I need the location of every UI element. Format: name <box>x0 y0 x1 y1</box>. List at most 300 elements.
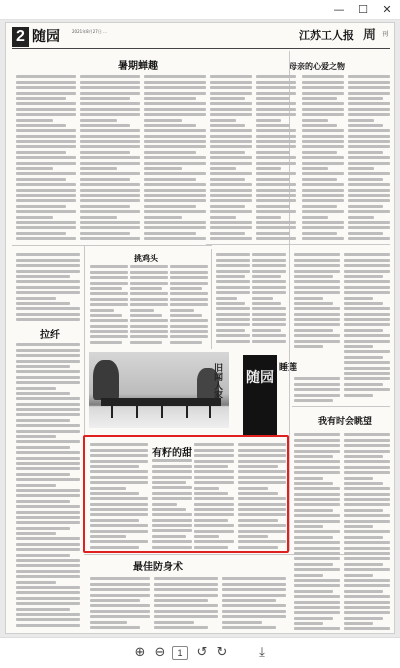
text-line <box>294 307 340 310</box>
text-line <box>344 253 390 256</box>
text-line <box>256 151 290 154</box>
text-line <box>130 341 162 344</box>
text-line <box>302 97 337 100</box>
text-line <box>294 394 340 397</box>
maximize-button[interactable]: ☐ <box>358 3 368 16</box>
column-label: 旧闻人家 <box>212 363 222 399</box>
text-line <box>344 574 373 577</box>
text-line <box>348 205 383 208</box>
text-line <box>344 525 373 528</box>
text-line <box>80 237 140 240</box>
text-line <box>256 199 296 202</box>
text-line <box>302 162 344 165</box>
headline-a1: 暑期蝉趣 <box>118 61 158 72</box>
text-line <box>256 172 296 175</box>
text-line <box>16 291 80 294</box>
text-line <box>344 547 390 550</box>
text-line <box>90 626 140 629</box>
text-line <box>256 119 281 122</box>
text-line <box>210 162 252 165</box>
text-line <box>16 457 80 460</box>
text-line <box>348 145 390 148</box>
article-body <box>294 251 340 351</box>
text-line <box>348 232 383 235</box>
text-line <box>294 323 340 326</box>
text-line <box>256 237 296 240</box>
text-line <box>90 330 128 333</box>
text-line <box>344 345 373 348</box>
text-line <box>256 124 290 127</box>
text-line <box>344 595 390 598</box>
text-line <box>130 314 162 317</box>
text-line <box>302 172 344 175</box>
text-line <box>344 388 390 391</box>
headline-a7: 我有时会眺望 <box>318 417 373 427</box>
text-line <box>344 466 390 469</box>
text-line <box>302 178 337 181</box>
text-line <box>210 199 252 202</box>
text-line <box>216 340 250 343</box>
text-line <box>170 287 202 290</box>
text-line <box>154 604 218 607</box>
text-line <box>16 178 66 181</box>
text-line <box>216 291 250 294</box>
text-line <box>16 156 76 159</box>
headline-a5: 有籽的甜 <box>152 448 192 459</box>
text-line <box>344 477 373 480</box>
text-line <box>294 493 340 496</box>
text-line <box>144 167 182 170</box>
article-body <box>16 341 80 631</box>
text-line <box>294 590 333 593</box>
text-line <box>348 189 390 192</box>
text-line <box>90 298 128 301</box>
text-line <box>302 108 344 111</box>
text-line <box>210 172 252 175</box>
text-line <box>144 145 206 148</box>
text-line <box>210 178 245 181</box>
text-line <box>16 521 80 524</box>
text-line <box>256 102 296 105</box>
text-line <box>344 503 390 506</box>
text-line <box>80 205 130 208</box>
zoom-out-icon[interactable]: ⊖ <box>154 645 166 660</box>
text-line <box>144 135 206 138</box>
article-body <box>170 263 208 347</box>
text-line <box>348 119 374 122</box>
headline-a6: 睡莲 <box>279 363 298 373</box>
text-line <box>16 226 76 229</box>
text-line <box>90 615 150 618</box>
text-line <box>130 276 168 279</box>
text-line <box>90 335 128 338</box>
text-line <box>294 455 333 458</box>
text-line <box>16 608 70 611</box>
text-line <box>344 439 390 442</box>
masthead <box>12 27 390 49</box>
article-body <box>256 73 296 243</box>
page-number-field[interactable]: 1 <box>172 646 188 660</box>
text-line <box>344 509 383 512</box>
text-line <box>16 554 70 557</box>
text-line <box>252 264 286 267</box>
text-line <box>80 86 140 89</box>
text-line <box>16 216 53 219</box>
text-line <box>16 613 80 616</box>
text-line <box>294 460 340 463</box>
text-line <box>344 611 390 614</box>
text-line <box>130 271 168 274</box>
text-line <box>16 537 80 540</box>
text-line <box>16 564 80 567</box>
text-line <box>294 574 323 577</box>
text-line <box>90 309 114 312</box>
text-line <box>80 189 140 192</box>
text-line <box>294 259 340 262</box>
text-line <box>16 387 56 390</box>
text-line <box>16 500 70 503</box>
text-line <box>344 394 373 397</box>
text-line <box>16 259 80 262</box>
text-line <box>16 313 80 316</box>
text-line <box>16 237 76 240</box>
text-line <box>344 307 390 310</box>
text-line <box>144 102 206 105</box>
text-line <box>16 124 66 127</box>
text-line <box>256 167 281 170</box>
divider <box>211 249 212 349</box>
text-line <box>144 183 206 186</box>
rotate-right-icon[interactable]: ↻ <box>216 645 228 660</box>
text-line <box>344 460 390 463</box>
text-line <box>144 151 196 154</box>
text-line <box>210 194 252 197</box>
text-line <box>16 473 70 476</box>
text-line <box>348 102 390 105</box>
text-line <box>344 498 390 501</box>
text-line <box>16 108 76 111</box>
text-line <box>344 606 390 609</box>
text-line <box>256 210 296 213</box>
column-title-box <box>243 355 277 437</box>
section-title: 随园 <box>32 29 60 45</box>
zoom-in-icon[interactable]: ⊕ <box>134 645 146 660</box>
bridge-silhouette <box>101 398 221 406</box>
text-line <box>294 444 340 447</box>
text-line <box>16 376 80 379</box>
text-line <box>222 577 286 580</box>
text-line <box>80 178 130 181</box>
text-line <box>256 183 296 186</box>
headline-a3: 挑鸡头 <box>134 253 158 263</box>
text-line <box>170 335 208 338</box>
text-line <box>170 276 208 279</box>
text-line <box>294 297 323 300</box>
text-line <box>210 210 252 213</box>
text-line <box>144 140 206 143</box>
text-line <box>222 588 286 591</box>
text-line <box>302 75 344 78</box>
text-line <box>222 610 286 613</box>
text-line <box>216 280 250 283</box>
text-line <box>348 129 390 132</box>
text-line <box>252 297 273 300</box>
text-line <box>302 145 344 148</box>
rotate-left-icon[interactable]: ↺ <box>196 645 208 660</box>
text-line <box>344 627 390 630</box>
text-line <box>252 329 281 332</box>
text-line <box>302 119 328 122</box>
text-line <box>302 151 337 154</box>
text-line <box>216 253 250 256</box>
text-line <box>144 178 196 181</box>
text-line <box>16 365 70 368</box>
text-line <box>90 276 128 279</box>
text-line <box>294 340 340 343</box>
text-line <box>16 516 80 519</box>
text-line <box>90 594 150 597</box>
text-line <box>348 97 383 100</box>
text-line <box>302 113 344 116</box>
text-line <box>210 189 252 192</box>
text-line <box>294 329 333 332</box>
text-line <box>344 482 383 485</box>
text-line <box>210 119 236 122</box>
text-line <box>154 626 208 629</box>
text-line <box>294 291 340 294</box>
text-line <box>16 494 80 497</box>
text-line <box>348 172 390 175</box>
text-line <box>16 151 66 154</box>
text-line <box>16 484 56 487</box>
text-line <box>144 210 206 213</box>
text-line <box>256 129 296 132</box>
text-line <box>344 444 390 447</box>
text-line <box>344 286 390 289</box>
article-body <box>294 375 340 403</box>
text-line <box>294 541 340 544</box>
text-line <box>210 226 252 229</box>
text-line <box>256 108 296 111</box>
text-line <box>344 579 390 582</box>
text-line <box>302 232 337 235</box>
text-line <box>144 86 206 89</box>
text-line <box>294 568 340 571</box>
text-line <box>344 541 390 544</box>
text-line <box>130 335 168 338</box>
text-line <box>344 302 383 305</box>
text-line <box>16 92 76 95</box>
text-line <box>348 237 390 240</box>
text-line <box>348 226 390 229</box>
text-line <box>130 298 168 301</box>
text-line <box>16 167 53 170</box>
text-line <box>348 124 383 127</box>
text-line <box>348 216 374 219</box>
minimize-button[interactable]: — <box>333 3 345 16</box>
text-line <box>16 419 70 422</box>
text-line <box>252 286 286 289</box>
text-line <box>294 557 340 560</box>
text-line <box>80 129 140 132</box>
text-line <box>170 292 208 295</box>
text-line <box>216 302 245 305</box>
text-line <box>256 216 281 219</box>
text-line <box>130 265 168 268</box>
text-line <box>302 135 344 138</box>
article-body <box>252 251 286 347</box>
text-line <box>222 626 276 629</box>
text-line <box>302 199 344 202</box>
text-line <box>16 349 80 352</box>
text-line <box>90 303 128 306</box>
text-line <box>348 221 390 224</box>
text-line <box>154 615 218 618</box>
text-line <box>210 167 236 170</box>
text-line <box>90 271 128 274</box>
text-line <box>144 199 206 202</box>
text-line <box>294 595 340 598</box>
text-line <box>294 601 340 604</box>
text-line <box>144 113 206 116</box>
article-body <box>216 251 250 347</box>
text-line <box>154 599 208 602</box>
article-body <box>130 263 168 347</box>
text-line <box>130 292 168 295</box>
text-line <box>294 280 340 283</box>
article-body <box>222 575 286 631</box>
text-line <box>16 435 56 438</box>
text-line <box>16 413 80 416</box>
text-line <box>154 610 218 613</box>
text-line <box>294 498 340 501</box>
text-line <box>16 264 80 267</box>
text-line <box>344 530 390 533</box>
text-line <box>80 183 140 186</box>
text-line <box>216 270 250 273</box>
window-titlebar <box>0 0 400 20</box>
text-line <box>344 372 390 375</box>
text-line <box>16 270 80 273</box>
text-line <box>90 621 127 624</box>
text-line <box>216 275 245 278</box>
text-line <box>344 557 390 560</box>
text-line <box>302 167 328 170</box>
text-line <box>16 221 76 224</box>
text-line <box>210 129 252 132</box>
text-line <box>16 451 80 454</box>
text-line <box>294 530 340 533</box>
text-line <box>216 307 250 310</box>
text-line <box>90 588 150 591</box>
article-body <box>90 263 128 347</box>
text-line <box>302 237 344 240</box>
text-line <box>16 145 76 148</box>
text-line <box>252 318 286 321</box>
text-line <box>348 167 374 170</box>
text-line <box>344 323 390 326</box>
text-line <box>348 210 390 213</box>
text-line <box>348 156 390 159</box>
text-line <box>302 156 344 159</box>
weekly-mark: 周 <box>362 28 376 43</box>
text-line <box>294 318 340 321</box>
text-line <box>344 367 390 370</box>
text-line <box>210 124 245 127</box>
text-line <box>302 92 344 95</box>
text-line <box>302 216 328 219</box>
text-line <box>256 145 296 148</box>
text-line <box>80 162 140 165</box>
text-line <box>344 280 390 283</box>
weekly-suffix: 刊 <box>381 31 388 38</box>
text-line <box>80 167 117 170</box>
text-line <box>344 318 390 321</box>
text-line <box>130 325 168 328</box>
text-line <box>16 543 80 546</box>
text-line <box>90 325 128 328</box>
text-line <box>348 75 390 78</box>
text-line <box>256 97 290 100</box>
text-line <box>16 591 80 594</box>
text-line <box>210 183 252 186</box>
text-line <box>344 259 390 262</box>
text-line <box>252 307 286 310</box>
text-line <box>344 350 390 353</box>
text-line <box>170 265 208 268</box>
close-button[interactable]: ✕ <box>382 3 392 16</box>
text-line <box>348 194 390 197</box>
text-line <box>256 113 296 116</box>
text-line <box>210 205 245 208</box>
text-line <box>252 280 286 283</box>
text-line <box>294 584 340 587</box>
text-line <box>16 505 80 508</box>
text-line <box>16 397 80 400</box>
text-line <box>294 302 333 305</box>
text-line <box>256 189 296 192</box>
document-viewer[interactable] <box>0 20 400 637</box>
text-line <box>294 471 340 474</box>
article-body <box>348 73 390 243</box>
headline-a8: 最佳防身术 <box>133 562 183 573</box>
text-line <box>16 532 56 535</box>
viewer-toolbar <box>0 637 400 668</box>
divider <box>12 245 212 246</box>
text-line <box>222 615 286 618</box>
text-line <box>170 298 208 301</box>
text-line <box>170 319 208 322</box>
text-line <box>130 330 168 333</box>
text-line <box>130 287 162 290</box>
text-line <box>294 525 323 528</box>
masthead-date: 2021年8月27日 ... <box>72 29 107 34</box>
text-line <box>16 172 76 175</box>
text-line <box>90 610 150 613</box>
text-line <box>16 275 70 278</box>
text-line <box>210 221 252 224</box>
text-line <box>302 194 344 197</box>
download-icon[interactable]: ⤓ <box>259 645 265 660</box>
text-line <box>90 287 122 290</box>
text-line <box>348 135 390 138</box>
text-line <box>344 536 383 539</box>
headline-a2: 母亲的心爱之物 <box>289 61 345 71</box>
text-line <box>344 313 390 316</box>
text-line <box>16 75 76 78</box>
text-line <box>80 226 140 229</box>
text-line <box>294 617 333 620</box>
